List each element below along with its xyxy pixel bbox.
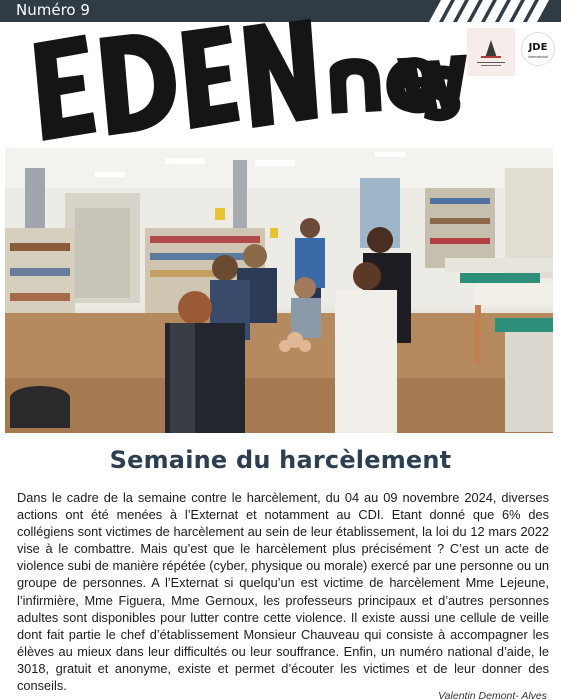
article-body: Dans le cadre de la semaine contre le harcèlement, du 04 au 09 novembre 2024, diverses actions ont été menées à l’Externat et notamment au CDI. Etant donné que 6% des collégiens sont victimes de harcèlement au sein de leur établissement, la loi du 12 mars 2022 vise à le combattre. Mais qu’est que le harcèlement plus précisément ? C’est un acte de violence subi de manière répétée (cyber, physique ou morale) exercé par une personne ou un groupe de personnes. A l’Externat si quelqu’un est victime de harcèlement Mme Lejeune, l’infirmière, Mme Figuera, Mme Gernoux, les professeurs principaux et d’autres personnes adultes sont disponibles pour lutter contre cette violence. Il existe aussi une cellule de veille dont fait partie le chef d’établissement Monsieur Chauveau qui consiste à accompagner les élèves au mieux dans leur difficultés ou leur souffrance. Enfin, un numéro national d’aide, le 3018, gratuit et anonyme, existe et permet d’écouter les victimes et de leur donner des conseils.: [17, 490, 549, 694]
jde-logo: [521, 32, 555, 66]
article-byline: Valentin Demont- Alves: [438, 690, 547, 700]
article-title: Semaine du harcèlement: [109, 446, 452, 474]
masthead-logo: [30, 18, 470, 148]
jde-logo-subtext: International: [528, 55, 548, 59]
library-photo: [5, 148, 553, 433]
jde-logo-text: JDE: [528, 42, 548, 53]
school-logo-icon: [467, 28, 515, 76]
issue-number: Numéro 9: [16, 1, 90, 19]
